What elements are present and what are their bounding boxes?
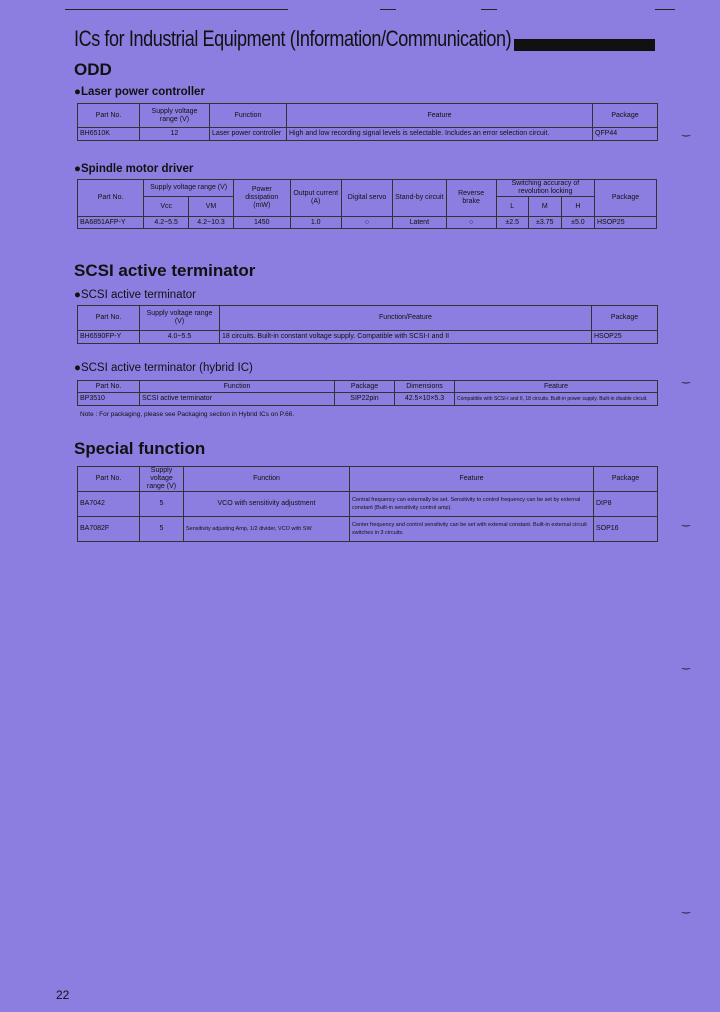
table-cell: Laser power controller bbox=[210, 128, 287, 141]
header-cell: Function bbox=[140, 381, 335, 393]
table-cell: 4.2~5.5 bbox=[144, 217, 189, 229]
table-cell: Compatible with SCSI-I and II, 18 circuits. Built-in power supply. Built-in disable circuit. bbox=[455, 393, 658, 406]
table-row bbox=[78, 517, 658, 542]
part-number: BA7042 bbox=[78, 492, 140, 517]
header-cell: Feature bbox=[350, 467, 594, 492]
header-cell: Part No. bbox=[78, 180, 144, 217]
section-heading-scsi: SCSI active terminator bbox=[74, 261, 256, 280]
margin-tick: ‿ bbox=[681, 126, 690, 137]
top-rule bbox=[380, 9, 396, 10]
table-cell: 12 bbox=[140, 128, 210, 141]
margin-tick: ‿ bbox=[681, 659, 690, 670]
table-cell: ○ bbox=[446, 217, 496, 229]
header-cell: Package bbox=[593, 104, 658, 128]
header-cell: Supply voltage range (V) bbox=[140, 467, 184, 492]
table-cell: 4.2~10.3 bbox=[189, 217, 234, 229]
table-row bbox=[78, 217, 657, 229]
subsection-heading-hybrid: ●SCSI active terminator (hybrid IC) bbox=[74, 362, 253, 374]
table-row bbox=[78, 128, 658, 141]
page-number: 22 bbox=[56, 988, 70, 1002]
header-cell: Supply voltage range (V) bbox=[144, 180, 234, 197]
header-cell: Output current (A) bbox=[290, 180, 341, 217]
header-cell: Reverse brake bbox=[446, 180, 496, 217]
table-cell: Central frequency can externally be set. Sensitivity to control frequency can be set by external constant (Built-in sensitivity control amp). bbox=[350, 492, 594, 517]
header-cell: Part No. bbox=[78, 104, 140, 128]
hybrid-table bbox=[77, 380, 658, 406]
laser-table bbox=[77, 103, 658, 141]
section-heading-special: Special function bbox=[74, 439, 206, 458]
header-cell: H bbox=[561, 197, 594, 217]
part-number: BH6590FP-Y bbox=[78, 331, 140, 344]
header-cell: Stand-by circuit bbox=[393, 180, 446, 217]
header-cell: L bbox=[496, 197, 528, 217]
table-cell: High and low recording signal levels is selectable. Includes an error selection circuit. bbox=[287, 128, 593, 141]
header-cell: Feature bbox=[455, 381, 658, 393]
table-cell: ±5.0 bbox=[561, 217, 594, 229]
header-cell: Part No. bbox=[78, 381, 140, 393]
part-number: BH6510K bbox=[78, 128, 140, 141]
table-cell: 5 bbox=[140, 517, 184, 542]
table-cell: DIP8 bbox=[594, 492, 658, 517]
top-rule bbox=[655, 9, 675, 10]
header-cell: Function bbox=[184, 467, 350, 492]
spindle-table bbox=[77, 179, 657, 229]
header-cell: Digital servo bbox=[341, 180, 392, 217]
table-cell: 42.5×10×5.3 bbox=[395, 393, 455, 406]
table-row bbox=[78, 492, 658, 517]
part-number: BA7082F bbox=[78, 517, 140, 542]
header-cell: Feature bbox=[287, 104, 593, 128]
header-cell: M bbox=[528, 197, 561, 217]
title-bar-decoration bbox=[514, 39, 655, 51]
table-cell: ○ bbox=[341, 217, 392, 229]
table-cell: ±2.5 bbox=[496, 217, 528, 229]
header-cell: Package bbox=[594, 467, 658, 492]
table-cell: 18 circuits. Built-in constant voltage supply. Compatible with SCSI-I and II bbox=[220, 331, 592, 344]
table-row bbox=[78, 393, 658, 406]
part-number: BA6851AFP-Y bbox=[78, 217, 144, 229]
table-cell: SCSI active terminator bbox=[140, 393, 335, 406]
section-heading-odd: ODD bbox=[74, 60, 112, 79]
part-number: BP3510 bbox=[78, 393, 140, 406]
table-cell: HSOP25 bbox=[592, 331, 658, 344]
header-cell: Supply voltage range (V) bbox=[140, 306, 220, 331]
table-cell: QFP44 bbox=[593, 128, 658, 141]
margin-tick: ‿ bbox=[681, 516, 690, 527]
table-cell: VCO with sensitivity adjustment bbox=[184, 492, 350, 517]
page-title: ICs for Industrial Equipment (Information/Communication) bbox=[74, 26, 512, 51]
table-cell: HSOP25 bbox=[594, 217, 656, 229]
table-cell: 1.0 bbox=[290, 217, 341, 229]
table-cell: 1450 bbox=[233, 217, 290, 229]
header-cell: VM bbox=[189, 197, 234, 217]
table-cell: SIP22pin bbox=[335, 393, 395, 406]
table-cell: ±3.75 bbox=[528, 217, 561, 229]
top-rule bbox=[65, 9, 288, 10]
margin-tick: ‿ bbox=[681, 373, 690, 384]
margin-tick: ‿ bbox=[681, 903, 690, 914]
header-cell: Part No. bbox=[78, 306, 140, 331]
scsi-terminator-table bbox=[77, 305, 658, 344]
packaging-note: Note : For packaging, please see Packaging section in Hybrid ICs on P.66. bbox=[80, 411, 295, 418]
header-cell: Package bbox=[592, 306, 658, 331]
header-cell: Dimensions bbox=[395, 381, 455, 393]
header-cell: Package bbox=[594, 180, 656, 217]
header-cell: Switching accuracy of revolution locking bbox=[496, 180, 594, 197]
table-cell: Latent bbox=[393, 217, 446, 229]
header-cell: Package bbox=[335, 381, 395, 393]
header-cell: Function/Feature bbox=[220, 306, 592, 331]
table-cell: Center frequency and control sensitivity can be set with external constant. Built-in external circuit switches in 3 circuits. bbox=[350, 517, 594, 542]
table-cell: 5 bbox=[140, 492, 184, 517]
header-cell: Function bbox=[210, 104, 287, 128]
subsection-heading-scsi-terminator: ●SCSI active terminator bbox=[74, 289, 196, 301]
table-cell: SOP16 bbox=[594, 517, 658, 542]
subsection-heading-laser: ●Laser power controller bbox=[74, 86, 205, 98]
table-row bbox=[78, 331, 658, 344]
header-cell: Power dissipation (mW) bbox=[233, 180, 290, 217]
header-cell: Part No. bbox=[78, 467, 140, 492]
special-function-table bbox=[77, 466, 658, 542]
header-cell: Vcc bbox=[144, 197, 189, 217]
subsection-heading-spindle: ●Spindle motor driver bbox=[74, 163, 194, 175]
table-cell: 4.0~5.5 bbox=[140, 331, 220, 344]
header-cell: Supply voltage range (V) bbox=[140, 104, 210, 128]
top-rule bbox=[481, 9, 497, 10]
table-cell: Sensitivity adjusting Amp, 1/2 divider, VCO with SW bbox=[184, 517, 350, 542]
